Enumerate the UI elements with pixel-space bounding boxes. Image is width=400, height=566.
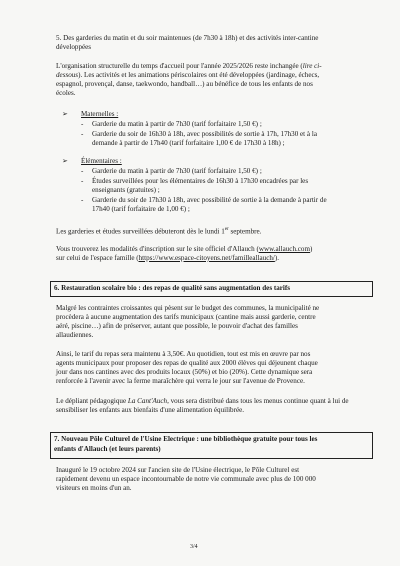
start-note-text: Les garderies et études surveillées débuteront dès le lundi 1 (56, 227, 225, 236)
section6-p1-line: allaudiennes. (56, 331, 94, 339)
elementaires-title: Élémentaires : (81, 157, 122, 165)
section6-p1-line: procèdera à aucune augmentation des tarifs municipaux (cantine mais aussi garderie, centre (56, 313, 316, 321)
intro-line1-italic: lire ci- (302, 62, 322, 70)
section5-heading-line2: développées (56, 43, 92, 51)
maternelles-title: Maternelles : (81, 110, 119, 118)
modalites-text: ). (274, 254, 280, 262)
section7-line: rapidement devenu un espace incontournable de notre vie communale avec plus de 100 000 (56, 475, 316, 483)
section6-p2-line: agents municipaux pour proposer des repas de qualité aux 2000 élèves qui déjeunent chaque (56, 359, 318, 367)
section6-p3-text: Le dépliant pédagogique (56, 397, 128, 405)
start-note-sup: er (224, 227, 229, 232)
elementaires-item-text: Garderie du matin à partir de 7h30 (tarif forfaitaire 1,50 €) ; (92, 167, 262, 175)
modalites-line2 (56, 254, 376, 264)
intro-line2-text: ). Les activités et les animations périscolaires ont été développées (jardinage, échecs, (78, 71, 320, 79)
dash-icon: - (81, 196, 84, 204)
section7-heading-line2: enfants d'Allauch (et leurs parents) (54, 445, 161, 453)
elementaires-item-text: Études surveillées pour les élémentaires de 16h30 à 17h30 encadrées par les (92, 177, 309, 185)
section6-p2-line: Ainsi, le tarif du repas sera maintenu à 3,50€. Au quotidien, tout est mis en œuvre par nos (56, 350, 311, 358)
maternelles-item-text: Garderie du soir de 16h30 à 18h, avec possibilités de sortie à 17h, 17h30 et à la (92, 130, 317, 138)
section6-p2-line: renforcée à l'avenir avec la ferme maraîchère qui verra le jour sur l'avenue de Provence. (56, 377, 305, 385)
elementaires-item-text: enseignants (gratuites) ; (92, 186, 160, 194)
intro-line1-text: L'organisation structurelle du temps d'accueil pour l'année 2025/2026 reste inchangée ( (56, 62, 303, 70)
start-note-tail: septembre. (228, 227, 262, 236)
section6-p3-line2: sensibiliser les enfants aux bienfaits d'une alimentation équilibrée. (56, 406, 245, 414)
dash-icon: - (81, 177, 84, 185)
elementaires-item-text: 17h40 (tarif forfaitaire de 1,00 €) ; (92, 205, 190, 213)
section5-heading-line1: 5. Des garderies du matin et du soir maintenues (de 7h30 à 18h) et des activités inter-cantine (56, 34, 319, 42)
dash-icon: - (81, 120, 84, 128)
section7-line: Inauguré le 19 octobre 2024 sur l'ancien site de l'Usine électrique, le Pôle Culturel est (56, 466, 300, 474)
modalites-text: sur celui de l'espace famille ( (56, 254, 139, 262)
intro-line2-italic: dessous (56, 71, 79, 79)
maternelles-item-text: Garderie du matin à partir de 7h30 (tarif forfaitaire 1,50 €) ; (92, 120, 262, 128)
cant-auch-title: La Cant'Auch (127, 397, 168, 405)
espace-famille-link[interactable]: https://www.espace-citoyens.net/familleallauch/ (138, 254, 275, 262)
section6-p3-text: , vous sera distribué dans tous les menus continue quant à lui de (167, 397, 349, 405)
page-number: 3/4 (190, 544, 198, 550)
section7-heading-line1: 7. Nouveau Pôle Culturel de l'Usine Electrique : une bibliothèque gratuite pour tous les (54, 435, 318, 443)
elementaires-item-text: Garderie du soir de 17h30 à 18h, avec possibilité de sortie à la demande à partir de (92, 196, 327, 204)
dash-icon: - (81, 130, 84, 138)
start-note (56, 225, 261, 237)
section7-line: visiteurs en moins d'un an. (56, 484, 132, 492)
section6-heading: 6. Restauration scolaire bio : des repas de qualité sans augmentation des tarifs (54, 284, 291, 292)
section6-p2-line: jour dans nos cantines avec des produits locaux (50%) et bio (20%). Cette dynamique sera (56, 368, 313, 376)
elementaires-arrow-icon: ➢ (62, 157, 68, 165)
modalites-text: Vous trouverez les modalités d'inscription sur le site officiel d'Allauch ( (56, 245, 259, 253)
section6-p1-line: aéré, piscine…) afin de préserver, autant que possible, le pouvoir d'achat des familles (56, 322, 298, 330)
maternelles-item-text: demande à partir de 17h40 (tarif forfaitaire 1,00 € de 17h30 à 18h) ; (92, 139, 285, 147)
maternelles-arrow-icon: ➢ (62, 110, 68, 118)
dash-icon: - (81, 167, 84, 175)
intro-line3: espagnol, provençal, danse, taekwondo, handball…) au bénéfice de tous les enfants de nos (56, 80, 313, 88)
intro-line4: écoles. (56, 89, 76, 97)
allauch-site-link[interactable]: www.allauch.com (258, 245, 310, 253)
section6-p1-line: Malgré les contraintes croissantes qui pèsent sur le budget des communes, la municipalité ne (56, 304, 320, 312)
modalites-text: ) (310, 245, 313, 253)
